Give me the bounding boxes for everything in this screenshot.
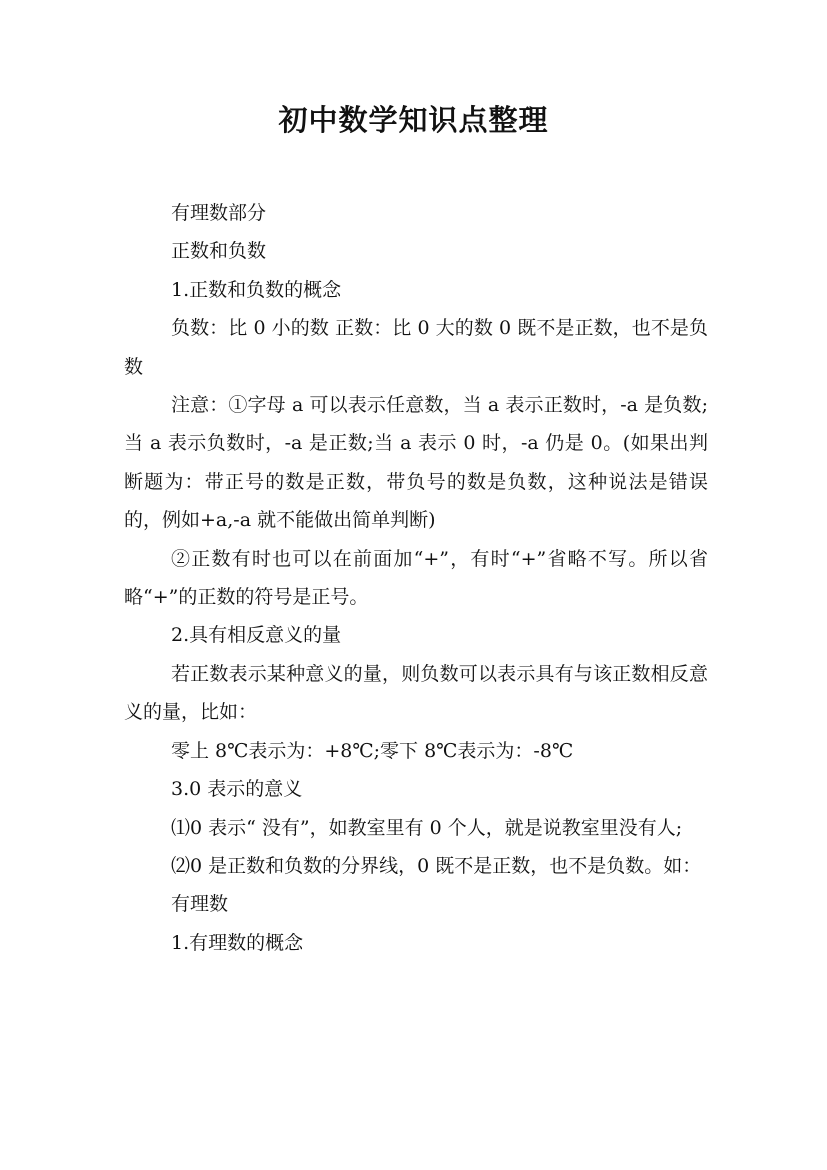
document-title: 初中数学知识点整理 — [278, 103, 549, 137]
subsection-heading: 有理数 — [171, 893, 229, 916]
item-heading: 1.有理数的概念 — [171, 931, 304, 954]
paragraph: 负数：比 0 小的数 正数：比 0 大的数 0 既不是正数，也不是负数 — [124, 317, 708, 378]
paragraph: 若正数表示某种意义的量，则负数可以表示具有与该正数相反意义的量，比如： — [124, 662, 708, 724]
paragraph: ②正数有时也可以在前面加“+”，有时“+”省略不写。所以省略“+”的正数的符号是正号。 — [124, 547, 708, 609]
item-heading: 1.正数和负数的概念 — [171, 278, 342, 301]
item-heading: 2.具有相反意义的量 — [171, 624, 342, 647]
section-heading: 有理数部分 — [171, 202, 267, 224]
paragraph: 注意：①字母 a 可以表示任意数，当 a 表示正数时，-a 是负数;当 a 表示负数时，-a 是正数;当 a 表示 0 时，-a 仍是 0。(如果出判断题为：带正号的数是正数，带负号的数是负数，这种说法是错误的，例如+a,-a 就不能做出简单判断) — [124, 394, 708, 532]
paragraph: ⑴0 表示“ 没有”，如教室里有 0 个人，就是说教室里没有人; — [171, 816, 683, 839]
item-heading: 3.0 表示的意义 — [171, 778, 303, 801]
document-body — [124, 194, 708, 962]
paragraph: 零上 8℃表示为：+8℃;零下 8℃表示为：-8℃ — [171, 739, 574, 762]
subsection-heading: 正数和负数 — [171, 240, 267, 263]
paragraph: ⑵0 是正数和负数的分界线，0 既不是正数，也不是负数。如： — [171, 854, 702, 877]
